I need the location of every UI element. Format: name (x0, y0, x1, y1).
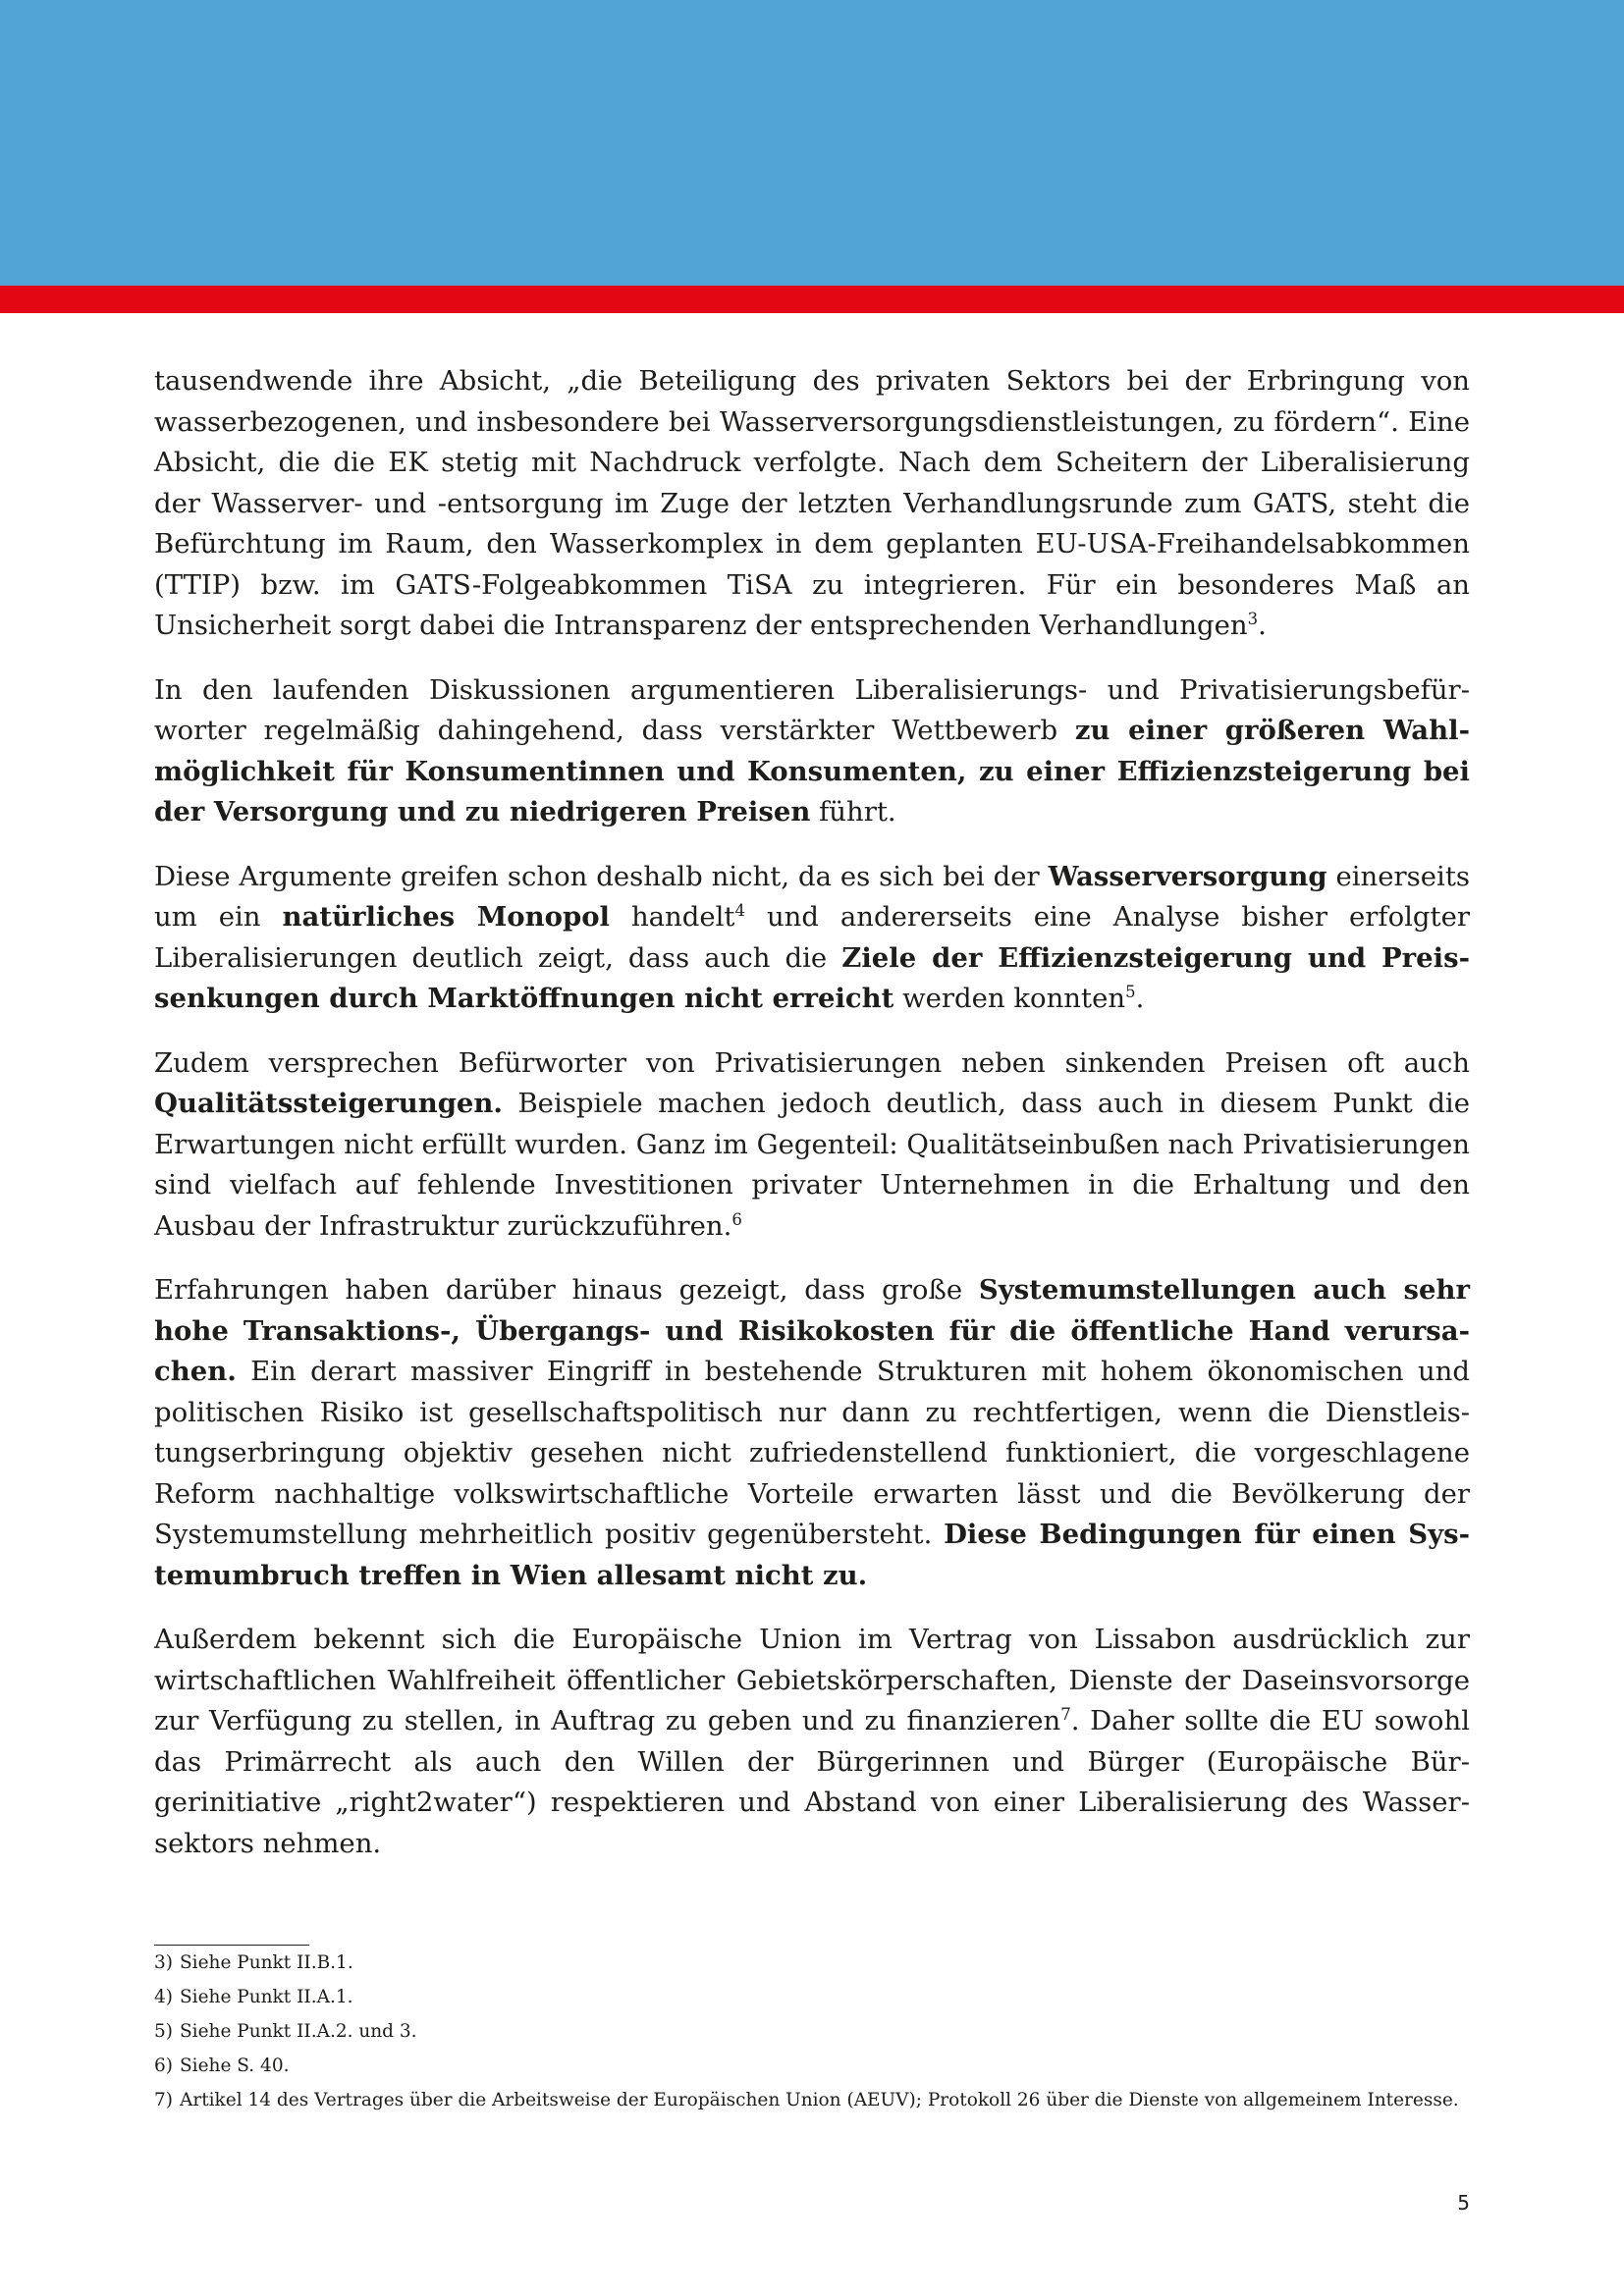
text-run: Erfahrungen haben darüber hinaus gezeigt, dass große (154, 1274, 979, 1306)
page-number: 5 (1457, 2191, 1470, 2215)
footnote-ref: 6 (731, 1209, 742, 1229)
text-run: . Daher sollte die EU sowohl das Primärrecht als auch den Willen der Bürgerinnen und Bürger (Europäische Bürgerinitiative „right2water“) respektieren und Abstand von einer Liberalisierung des Wassersektors nehmen. (154, 1705, 1470, 1859)
footnote-ref: 3 (1247, 610, 1259, 629)
footnote-number: 6) (154, 2056, 173, 2076)
footnote-number: 7) (154, 2090, 173, 2110)
footnote-ref: 5 (1125, 983, 1136, 1002)
bold-text: Ziele der Effizienzsteigerung und Preissenkungen durch Marktöffnungen nicht erreicht (154, 941, 1470, 1014)
footnote (154, 2089, 1470, 2112)
text-run: In den laufenden Diskussionen argumentieren Liberalisierungs- und Privatisierungsbefürworter regelmäßig dahingehend, dass verstärkter Wettbewerb (154, 673, 1470, 746)
footnote-number: 5) (154, 2021, 173, 2042)
footnote-ref: 7 (1060, 1705, 1071, 1725)
bold-text: zu einer größeren Wahlmöglichkeit für Konsumentinnen und Konsumenten, zu einer Effizienzsteigerung bei der Versorgung und zu niedrigeren Preisen (154, 715, 1470, 828)
footnote (154, 1986, 1470, 2009)
text-run: Diese Argumente greifen schon deshalb nicht, da es sich bei der (154, 860, 1049, 892)
footnote-divider (154, 1945, 309, 1946)
footnote-text: Artikel 14 des Vertrages über die Arbeitsweise der Europäischen Union (AEUV); Protokoll 26 über die Dienste von allgemeinem Interesse. (180, 2090, 1459, 2110)
text-run: werden konnten (893, 983, 1126, 1014)
text-run: einerseits um ein (154, 860, 1470, 933)
text-run: und andererseits eine Analyse bisher erfolgter Liberalisierungen deutlich zeigt, dass auch die (154, 901, 1470, 974)
text-run: handelt (610, 901, 735, 933)
bold-text: Wasserversorgung (1048, 860, 1327, 892)
bold-text: natürliches Monopol (282, 901, 610, 933)
header-band (0, 0, 1624, 286)
footnote (154, 1951, 1470, 1975)
text-run: führt. (810, 796, 896, 828)
paragraph (154, 361, 1470, 647)
footnote-number: 4) (154, 1987, 173, 2007)
footnote (154, 2020, 1470, 2044)
footnote-ref: 4 (734, 901, 745, 921)
text-run: Ein derart massiver Eingriff in bestehende Strukturen mit hohem ökonomischen und politischen Risiko ist gesellschaftspolitisch nur dann zu rechtfertigen, wenn die Dienstleistungserbringung objektiv gesehen nicht zufriedenstellend funktioniert, die vorgeschlagene Reform nachhaltige volkswirtschaftliche Vorteile erwarten lässt und die Bevölkerung der Systemumstellung mehrheitlich positiv gegenübersteht. (154, 1356, 1470, 1550)
text-run: tausendwende ihre Absicht, „die Beteiligung des privaten Sektors bei der Erbringung von wasserbezogenen, und insbesondere bei Wasserversorgungsdienstleistungen, zu fördern“. Eine Absicht, die die EK stetig mit Nachdruck verfolgte. Nach dem Scheitern der Liberalisierung der Wasserver- und -entsorgung im Zuge der letzten Verhandlungsrunde zum GATS, steht die Befürchtung im Raum, den Wasserkomplex in dem geplanten EU-USA-Freihandelsabkommen (TTIP) bzw. im GATS-Folgeabkommen TiSA zu integrieren. Für ein besonderes Maß an Unsicherheit sorgt dabei die Intransparenz der entsprechenden Verhandlungen (154, 365, 1470, 641)
footnote-number: 3) (154, 1952, 173, 1973)
paragraph (154, 670, 1470, 833)
bold-text: Diese Bedingungen für einen Systemumbruch treffen in Wien allesamt nicht zu. (154, 1519, 1470, 1591)
body-text (154, 361, 1470, 1888)
footnotes (154, 1951, 1470, 2123)
header-stripe (0, 286, 1624, 313)
text-run: . (1258, 610, 1267, 641)
footnote-text: Siehe Punkt II.A.1. (180, 1987, 353, 2007)
text-run: Zudem versprechen Befürworter von Privatisierungen neben sinkenden Preisen oft auch (154, 1046, 1470, 1079)
paragraph (154, 1620, 1470, 1864)
bold-text: Systemumstellungen auch sehr hohe Transaktions-, Übergangs- und Risikokosten für die öffentliche Hand verursachen. (154, 1274, 1471, 1387)
text-run: Beispiele machen jedoch deutlich, dass auch in diesem Punkt die Erwartungen nicht erfüllt wurden. Ganz im Gegenteil: Qualitätseinbußen nach Privatisierungen sind vielfach auf fehlende Investitionen privater Unternehmen in die Erhaltung und den Ausbau der Infrastruktur zurückzuführen. (154, 1088, 1470, 1242)
paragraph (154, 1270, 1470, 1596)
paragraph (154, 1043, 1470, 1248)
footnote-text: Siehe S. 40. (180, 2056, 290, 2076)
text-run: Außerdem bekennt sich die Europäische Union im Vertrag von Lissabon ausdrücklich zur wirtschaftlichen Wahlfreiheit öffentlicher Gebietskörperschaften, Dienste der Daseinsvorsorge zur Verfügung zu stellen, in Auftrag zu geben und zu finanzieren (154, 1624, 1470, 1736)
footnote-text: Siehe Punkt II.B.1. (180, 1952, 353, 1973)
bold-text: Qualitätssteigerungen. (154, 1088, 503, 1119)
paragraph (154, 857, 1470, 1020)
text-run: . (1135, 983, 1145, 1014)
footnote-text: Siehe Punkt II.A.2. und 3. (180, 2021, 417, 2042)
footnote (154, 2055, 1470, 2078)
